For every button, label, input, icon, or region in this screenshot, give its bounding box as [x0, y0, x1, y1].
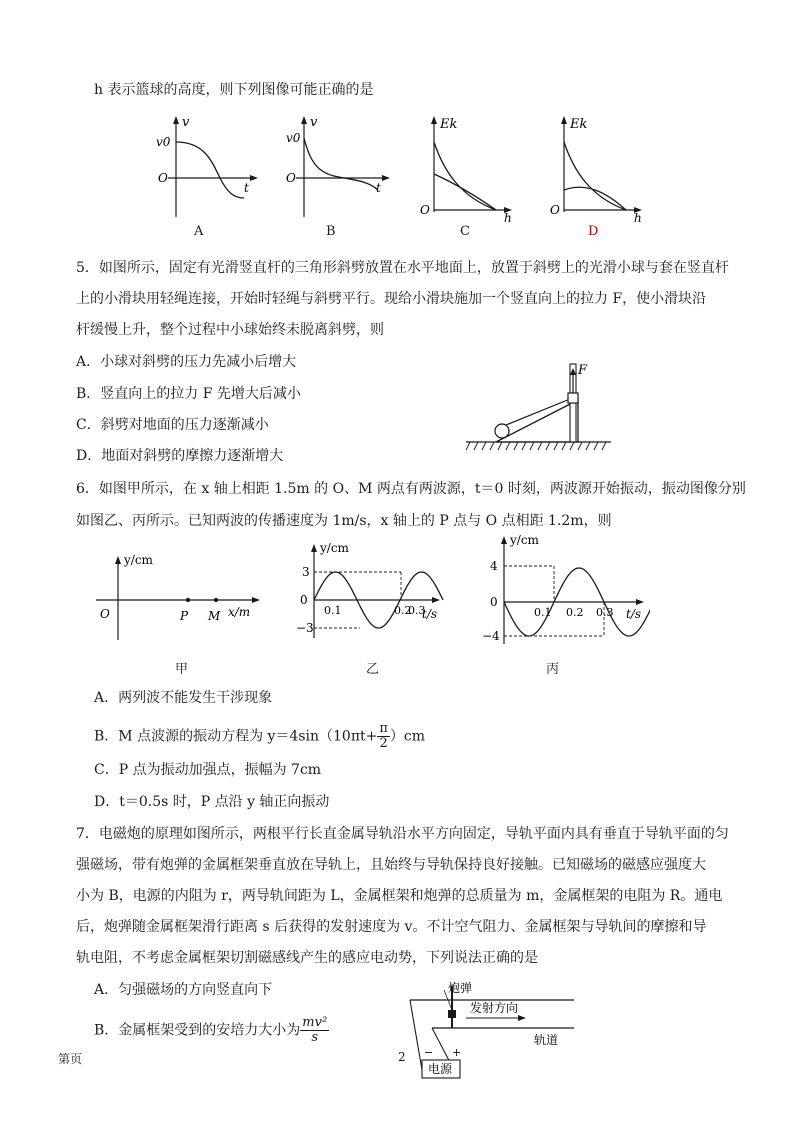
- graph-a-origin: O: [158, 171, 168, 185]
- q6-fraction-den: 2: [379, 736, 388, 751]
- footer-left: 第页: [58, 1052, 83, 1066]
- q6-stem-2: 如图乙、丙所示。已知两波的传播速度为 1m/s，x 轴上的 P 点与 O 点相距 1.2m，则: [76, 513, 612, 529]
- q5-stem-2: 上的小滑块用轻绳连接，开始时轻绳与斜劈平行。现给小滑块施加一个竖直向上的拉力 F，使小滑块沿: [76, 291, 707, 307]
- q5-option-b: B．竖直向上的拉力 F 先增大后减小: [76, 386, 301, 402]
- q7-stem-4: 后，炮弹随金属框架滑行距离 s 后获得的发射速度为 v。不计空气阻力、金属框架与导轨间的摩擦和导: [76, 919, 707, 935]
- q6-option-b: [94, 722, 425, 751]
- graph-c-caption: C: [460, 224, 470, 239]
- bing-caption: 丙: [546, 662, 560, 677]
- q5-option-a: A．小球对斜劈的压力先减小后增大: [76, 354, 297, 370]
- graph-c-origin: O: [420, 203, 430, 217]
- q7-shell-label: 炮弹: [448, 981, 473, 995]
- bing-zero: 0: [490, 595, 498, 609]
- jia-point-p: P: [180, 609, 189, 623]
- graph-b-caption: B: [326, 224, 336, 239]
- graph-b-ylabel: v: [310, 115, 318, 130]
- graph-c-xlabel: h: [504, 211, 512, 222]
- bing-ylabel: y/cm: [510, 533, 539, 547]
- jia-caption: 甲: [175, 662, 189, 677]
- graph-a-v0: v0: [156, 135, 171, 149]
- graph-a-caption: A: [194, 224, 204, 239]
- yi-tick-1: 0.1: [324, 604, 342, 617]
- graph-d-ylabel: Ek: [570, 117, 588, 132]
- yi-ylabel: y/cm: [320, 541, 349, 555]
- yi-tick-2: 0.2: [394, 604, 412, 617]
- q5-force-label: F: [578, 363, 588, 378]
- q6-option-b-post: ）cm: [389, 728, 426, 745]
- graph-d-caption: D: [588, 224, 599, 239]
- graph-a-ylabel: v: [182, 115, 190, 130]
- q7-rail-label: 轨道: [534, 1033, 559, 1047]
- bing-ymin: −4: [482, 629, 500, 643]
- page-number: 2: [398, 1050, 406, 1064]
- q7-stem-1: 7．电磁炮的原理如图所示，两根平行长直金属导轨沿水平方向固定，导轨平面内具有垂直于导轨平面的匀: [76, 826, 729, 842]
- q6-figure-yi: [296, 538, 446, 646]
- q7-option-b: [94, 1016, 329, 1045]
- graph-b: [282, 112, 392, 222]
- jia-origin: O: [100, 607, 110, 621]
- yi-tick-3: 0.3: [408, 604, 426, 617]
- q6-option-b-fraction: [377, 722, 390, 751]
- bing-ymax: 4: [490, 559, 498, 573]
- q7-source-label: 电源: [428, 1062, 453, 1076]
- q6-option-d: D．t＝0.5s 时，P 点沿 y 轴正向振动: [94, 794, 330, 810]
- q7-fraction-den: s: [311, 1030, 319, 1045]
- q7-option-b-pre: B．金属框架受到的安培力大小为: [94, 1022, 301, 1039]
- bing-tick-2: 0.2: [566, 606, 584, 619]
- q7-stem-2: 强磁场，带有炮弹的金属框架垂直放在导轨上，且始终与导轨保持良好接触。已知磁场的磁感应强度大: [76, 857, 706, 873]
- q7-direction-label: 发射方向: [470, 1001, 519, 1015]
- jia-point-m: M: [208, 609, 221, 623]
- graph-c: [416, 112, 516, 222]
- jia-ylabel: y/cm: [124, 553, 153, 567]
- yi-caption: 乙: [366, 662, 380, 677]
- bing-xlabel: t/s: [626, 607, 642, 621]
- q5-stem-1: 5．如图所示，固定有光滑竖直杆的三角形斜劈放置在水平地面上，放置于斜劈上的光滑小球与套在竖直杆: [76, 260, 729, 276]
- q7-fraction-num: mv²: [302, 1015, 328, 1030]
- q7-plus-label: +: [452, 1046, 462, 1059]
- graph-b-v0: v0: [286, 131, 301, 145]
- q7-minus-label: −: [424, 1046, 434, 1059]
- yi-ymax: 3: [302, 565, 310, 579]
- question-4-tail: h 表示篮球的高度，则下列图像可能正确的是: [94, 82, 374, 98]
- q6-stem-1: 6．如图甲所示，在 x 轴上相距 1.5m 的 O、M 两点有两波源，t＝0 时刻，两波源开始振动，振动图像分别: [76, 481, 746, 497]
- q7-railgun-diagram: [404, 980, 594, 1080]
- q6-option-c: C．P 点为振动加强点，振幅为 7cm: [94, 762, 322, 778]
- q6-figure-bing: [480, 530, 650, 650]
- bing-tick-3: 0.3: [596, 606, 614, 619]
- graph-b-origin: O: [286, 171, 296, 185]
- q6-option-b-pre: B．M 点波源的振动方程为 y＝4sin（10πt+: [94, 728, 378, 745]
- q5-wedge-diagram: [466, 360, 616, 456]
- q5-stem-3: 杆缓慢上升，整个过程中小球始终未脱离斜劈，则: [76, 322, 384, 338]
- q6-figure-jia: [96, 548, 264, 648]
- graph-a-xlabel: t: [244, 181, 249, 195]
- q5-option-c: C．斜劈对地面的压力逐渐减小: [76, 417, 269, 433]
- q7-option-b-fraction: [300, 1016, 329, 1045]
- q7-stem-3: 小为 B，电源的内阻为 r，两导轨间距为 L，金属框架和炮弹的总质量为 m，金属框架的电阻为 R。通电: [76, 888, 723, 904]
- graph-c-ylabel: Ek: [440, 117, 458, 132]
- q6-option-a: A．两列波不能发生干涉现象: [94, 690, 273, 706]
- q6-fraction-num: π: [379, 721, 388, 736]
- q7-option-a: A．匀强磁场的方向竖直向下: [94, 982, 273, 998]
- graph-d-origin: O: [550, 203, 560, 217]
- graph-d: [546, 112, 646, 222]
- graph-b-xlabel: t: [376, 181, 381, 195]
- graph-d-xlabel: h: [634, 211, 642, 222]
- q7-stem-5: 轨电阻，不考虑金属框架切割磁感线产生的感应电动势，下列说法正确的是: [76, 950, 538, 966]
- yi-ymin: −3: [296, 621, 314, 635]
- jia-xlabel: x/m: [228, 605, 251, 619]
- yi-xlabel: t/s: [422, 607, 438, 621]
- q5-option-d: D．地面对斜劈的摩擦力逐渐增大: [76, 448, 284, 464]
- bing-tick-1: 0.1: [534, 606, 552, 619]
- yi-zero: 0: [300, 593, 308, 607]
- graph-a: [150, 112, 260, 222]
